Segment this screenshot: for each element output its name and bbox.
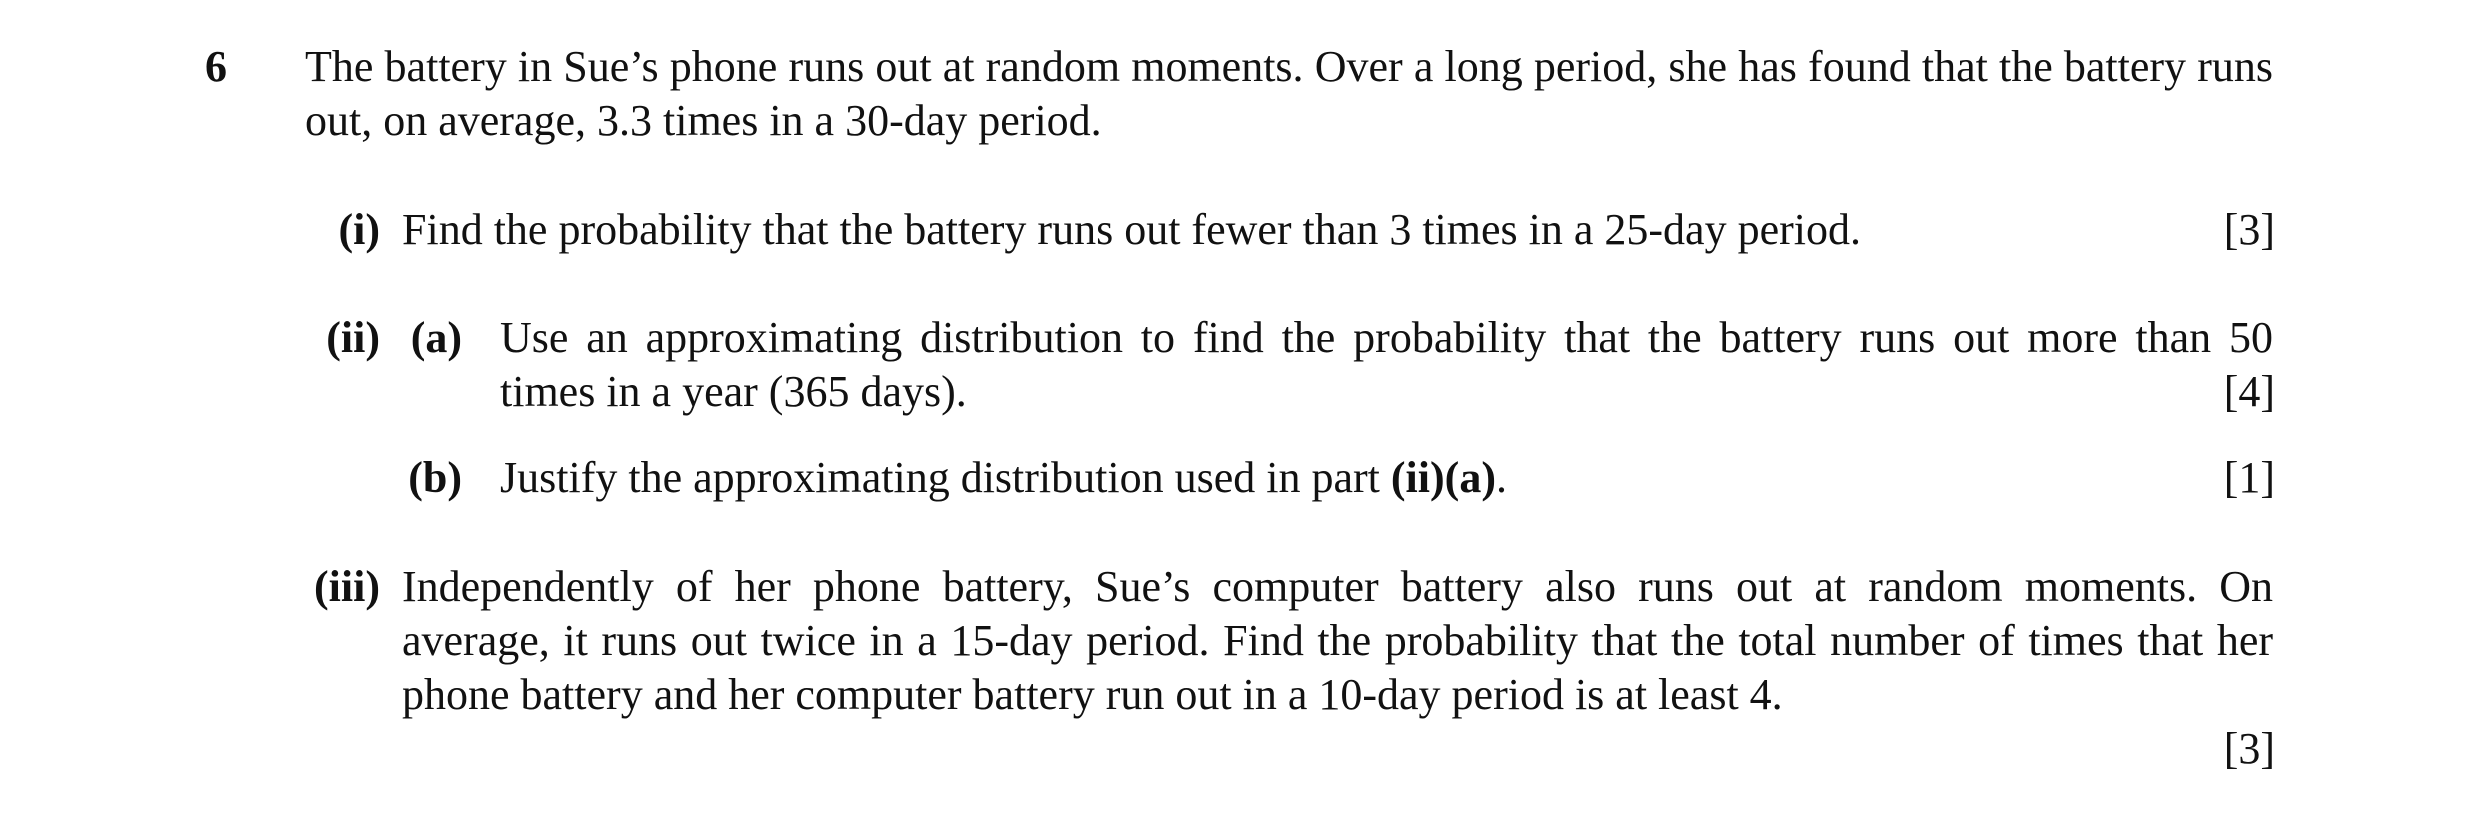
part-ii-a-label: (a) [410,313,462,362]
part-i-marks: [3] [2223,205,2275,254]
part-ii-a-marks: [4] [2223,367,2275,416]
part-i-text: Find the probability that the battery runs out fewer than 3 times in a 25-day period. [402,205,1861,254]
part-ii-b-ref: (ii)(a) [1390,453,1496,502]
part-ii-label: (ii) [326,313,380,362]
part-i-label: (i) [338,205,380,254]
part-ii-b-text [500,451,2200,505]
part-ii-b-label: (b) [408,453,462,502]
question-number: 6 [205,42,227,91]
part-iii-marks: [3] [2223,724,2275,773]
part-ii-b-text-before: Justify the approximating distribution used in part [500,453,1391,502]
part-ii-b-marks: [1] [2223,453,2275,502]
part-ii-b-text-after: . [1495,453,1507,502]
part-iii-label: (iii) [314,562,380,611]
question-intro: The battery in Sue’s phone runs out at random moments. Over a long period, she has found that the battery runs out, on average, 3.3 times in a 30-day period. [305,42,2273,145]
part-iii-text: Independently of her phone battery, Sue’s computer battery also runs out at random moments. On average, it runs out twice in a 15-day period. Find the probability that the total number of times that her phone battery and her computer battery run out in a 10-day period is at least 4. [402,562,2273,719]
part-ii-a-text: Use an approximating distribution to find the probability that the battery runs out more than 50 times in a year (365 days). [500,313,2273,416]
